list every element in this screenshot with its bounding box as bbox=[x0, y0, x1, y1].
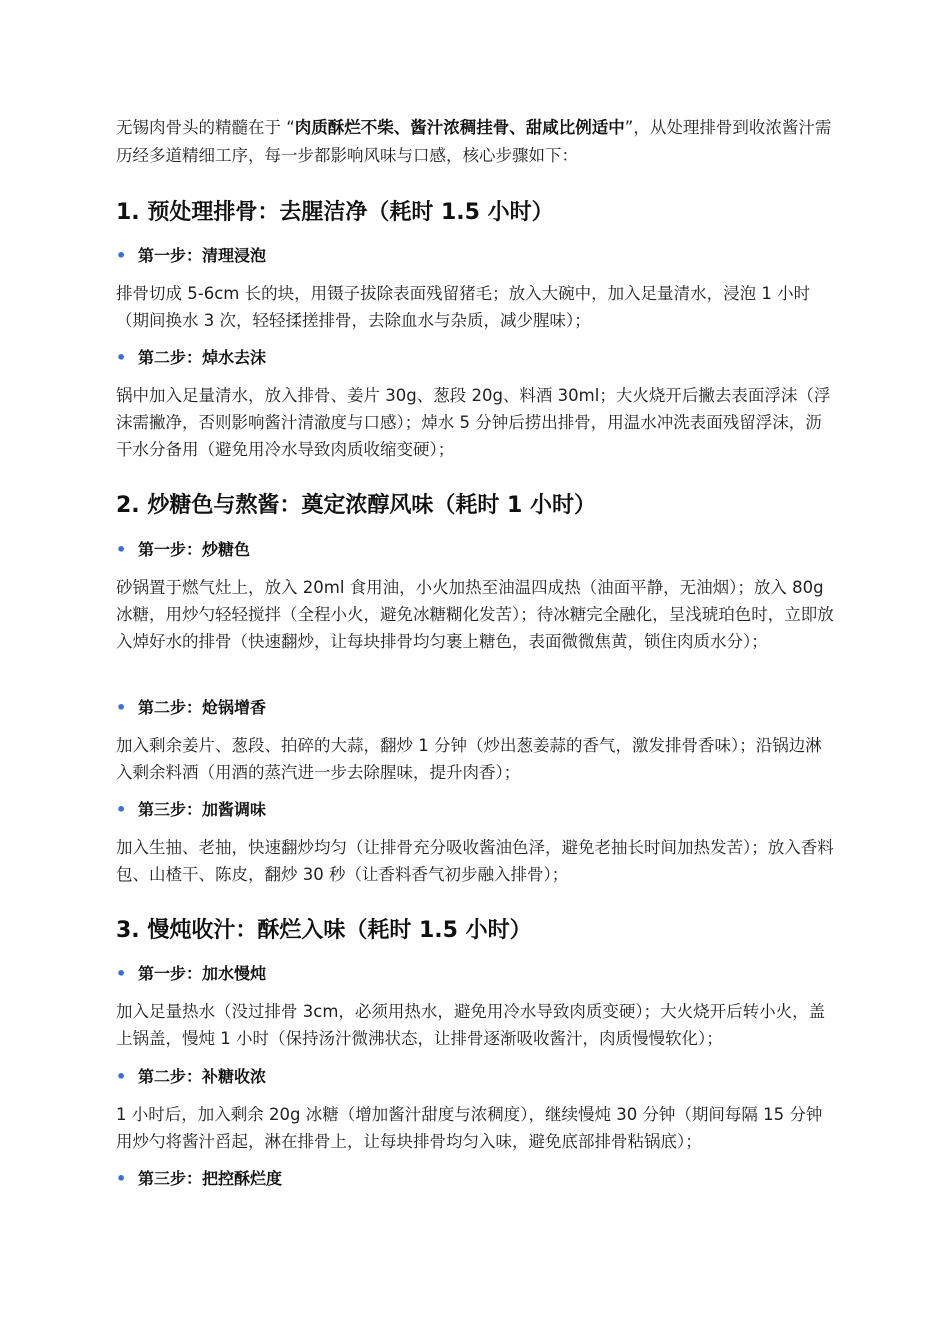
section-3-step-1-text: 加入足量热水（没过排骨 3cm，必须用热水，避免用冷水导致肉质变硬）；大火烧开后转小火，盖上锅盖，慢炖 1 小时（保持汤汁微沸状态，让排骨逐渐吸收酱汁，肉质慢慢软化）； bbox=[116, 1002, 826, 1048]
bullet-icon: • bbox=[116, 964, 127, 983]
step-title: 第三步：加酱调味 bbox=[138, 800, 267, 819]
section-1-step-2-text: 锅中加入足量清水，放入排骨、姜片 30g、葱段 20g、料酒 30ml；大火烧开后撇去表面浮沫（浮沫需撇净，否则影响酱汁清澈度与口感）；焯水 5 分钟后捞出排骨，用温水冲洗表面残留浮沫，沥干水分备用（避免用冷水导致肉质收缩变硬）； bbox=[116, 386, 831, 459]
section-3-step-3-title bbox=[116, 1167, 282, 1191]
bullet-icon: • bbox=[116, 1169, 127, 1188]
intro-text-start: 无锡肉骨头的精髓在于 “ bbox=[116, 118, 295, 137]
bullet-icon: • bbox=[116, 246, 127, 265]
step-title: 第一步：炒糖色 bbox=[138, 540, 251, 559]
section-1-heading: 1. 预处理排骨：去腥洁净（耗时 1.5 小时） bbox=[116, 200, 554, 225]
step-title: 第二步：补糖收浓 bbox=[138, 1067, 267, 1086]
section-3-heading: 3. 慢炖收汁：酥烂入味（耗时 1.5 小时） bbox=[116, 918, 532, 943]
section-2-step-1-text: 砂锅置于燃气灶上，放入 20ml 食用油，小火加热至油温四成热（油面平静，无油烟）；放入 80g 冰糖，用炒勺轻轻搅拌（全程小火，避免冰糖糊化发苦）；待冰糖完全融化，呈浅琥珀色时，立即放入焯好水的排骨（快速翻炒，让每块排骨均匀裹上糖色，表面微微焦黄，锁住肉质水分）； bbox=[116, 578, 834, 651]
section-2-step-2-text: 加入剩余姜片、葱段、拍碎的大蒜，翻炒 1 分钟（炒出葱姜蒜的香气，激发排骨香味）；沿锅边淋入剩余料酒（用酒的蒸汽进一步去除腥味，提升肉香）； bbox=[116, 736, 822, 782]
section-2-step-3-title bbox=[116, 798, 266, 822]
step-title: 第一步：清理浸泡 bbox=[138, 246, 267, 265]
bullet-icon: • bbox=[116, 698, 127, 717]
intro-emphasis: 肉质酥烂不柴、酱汁浓稠挂骨、甜咸比例适中 bbox=[294, 118, 625, 137]
section-3-step-2-text: 1 小时后，加入剩余 20g 冰糖（增加酱汁甜度与浓稠度），继续慢炖 30 分钟（期间每隔 15 分钟用炒勺将酱汁舀起，淋在排骨上，让每块排骨均匀入味，避免底部排骨粘锅底）； bbox=[116, 1105, 823, 1151]
bullet-icon: • bbox=[116, 800, 127, 819]
section-3-step-1-title bbox=[116, 962, 266, 986]
step-title: 第一步：加水慢炖 bbox=[138, 964, 267, 983]
section-2-step-2-title bbox=[116, 696, 266, 720]
section-3-step-2-title bbox=[116, 1065, 266, 1089]
bullet-icon: • bbox=[116, 540, 127, 559]
step-title: 第二步：焯水去沫 bbox=[138, 348, 267, 367]
section-2-step-3-text: 加入生抽、老抽，快速翻炒均匀（让排骨充分吸收酱油色泽，避免老抽长时间加热发苦）；放入香料包、山楂干、陈皮，翻炒 30 秒（让香料香气初步融入排骨）； bbox=[116, 838, 834, 884]
section-1-step-1-text: 排骨切成 5-6cm 长的块，用镊子拔除表面残留猪毛；放入大碗中，加入足量清水，浸泡 1 小时（期间换水 3 次，轻轻揉搓排骨，去除血水与杂质，减少腥味）； bbox=[116, 284, 811, 330]
bullet-icon: • bbox=[116, 348, 127, 367]
step-title: 第三步：把控酥烂度 bbox=[138, 1169, 283, 1188]
intro-text-end: ”，从处理排骨到收浓酱汁需历经多道精细工序，每一步都影响风味与口感，核心步骤如下： bbox=[116, 118, 832, 165]
intro-paragraph bbox=[116, 114, 836, 170]
section-2-heading: 2. 炒糖色与熬酱：奠定浓醇风味（耗时 1 小时） bbox=[116, 493, 596, 518]
step-title: 第二步：炝锅增香 bbox=[138, 698, 267, 717]
section-1-step-1-title bbox=[116, 244, 266, 268]
bullet-icon: • bbox=[116, 1067, 127, 1086]
section-1-step-2-title bbox=[116, 346, 266, 370]
section-2-step-1-title bbox=[116, 538, 250, 562]
